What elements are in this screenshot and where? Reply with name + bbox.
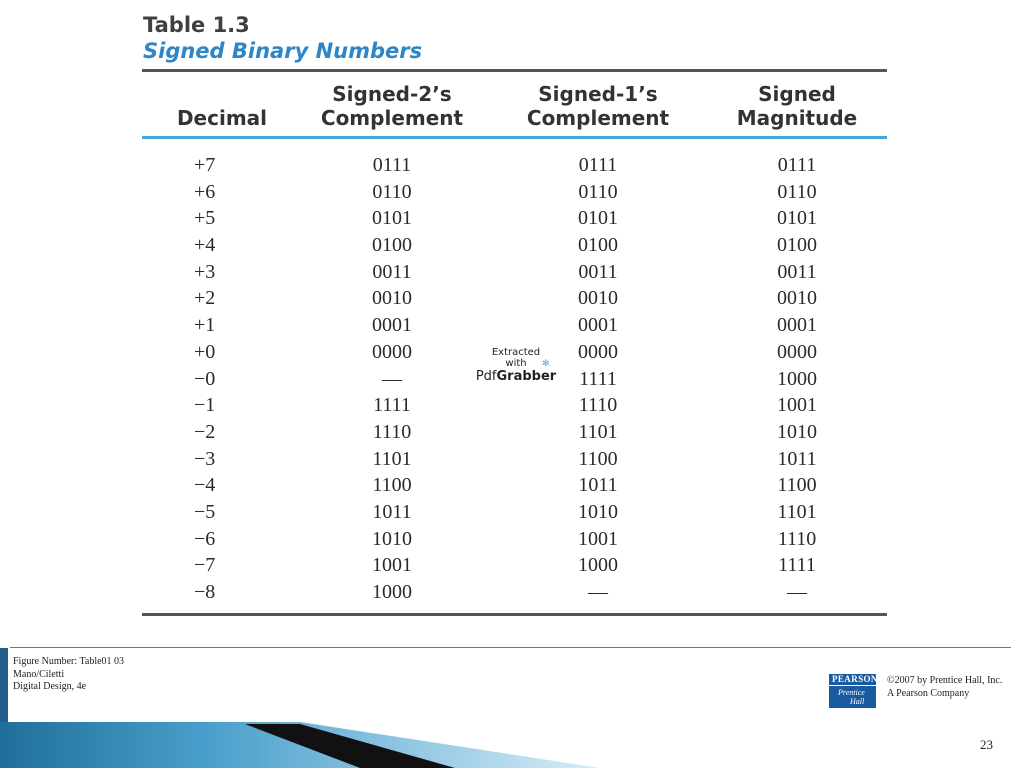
table-cell: — [588, 581, 608, 603]
logo-top-text: PEARSON [829, 674, 876, 686]
table-cell: +7 [194, 154, 216, 176]
table-row [142, 526, 887, 553]
table-cell: 1110 [372, 420, 412, 443]
table-row [142, 285, 887, 312]
table-cell: 0100 [777, 234, 817, 257]
table-cell: −7 [194, 554, 216, 577]
table-cell: 1111 [778, 554, 816, 577]
table-cell: 0101 [372, 207, 412, 230]
table-cell: −0 [194, 367, 216, 390]
table-cell: 0111 [578, 154, 618, 176]
copyright-line: ©2007 by Prentice Hall, Inc. [887, 675, 1003, 686]
column-header-label: Magnitude [736, 106, 858, 130]
column-header-signed-2s-complement [307, 82, 477, 130]
table-row [142, 552, 887, 579]
table-row [142, 152, 887, 179]
table-cell: 1000 [777, 367, 817, 390]
table-cell: 1111 [579, 367, 617, 390]
column-header-label: Decimal [176, 106, 268, 130]
table-bottom-rule [142, 613, 887, 616]
table-cell: 0010 [777, 287, 817, 310]
table-cell: 1111 [373, 394, 411, 417]
table-cell: 1110 [578, 394, 618, 417]
table-cell: 0000 [372, 340, 412, 363]
table-cell: — [787, 581, 807, 603]
figure-authors: Mano/Ciletti [13, 668, 65, 680]
table-cell: 1001 [777, 394, 817, 417]
table-cell: 1100 [578, 447, 618, 470]
table-cell: 1100 [372, 474, 412, 497]
table-header-rule [142, 136, 887, 139]
column-header-decimal [157, 106, 287, 130]
table-cell: +6 [194, 180, 216, 203]
table-number: Table 1.3 [143, 13, 250, 37]
watermark-line: Extracted [491, 347, 541, 358]
table-cell: 0110 [372, 180, 412, 203]
table-cell: +1 [194, 314, 216, 337]
watermark-brand-light: Pdf [475, 369, 497, 384]
watermark-line: with [505, 358, 527, 369]
table-row [142, 446, 887, 473]
table-cell: 0011 [372, 260, 412, 283]
table-cell: 1010 [372, 527, 412, 550]
logo-prentice: Prentice [838, 688, 865, 697]
table-row [142, 579, 887, 606]
table-cell: 0011 [578, 260, 618, 283]
table-row [142, 205, 887, 232]
table-row [142, 259, 887, 286]
table-cell: 0000 [578, 340, 618, 363]
logo-hall: Hall [850, 697, 865, 706]
column-header-label: Complement [320, 106, 464, 130]
table-cell: 1000 [578, 554, 618, 577]
table-cell: 0001 [578, 314, 618, 337]
column-header-signed-1s-complement [513, 82, 683, 130]
watermark-brand [470, 369, 562, 385]
table-cell: 1101 [372, 447, 412, 470]
table-cell: 0110 [578, 180, 618, 203]
table-cell: 1011 [372, 500, 412, 523]
table-cell: 1011 [777, 447, 817, 470]
table-cell: +0 [194, 340, 216, 363]
table-header [142, 82, 887, 132]
table-cell: 0101 [578, 207, 618, 230]
table-cell: 0001 [777, 314, 817, 337]
column-header-label: Signed-1’s [538, 82, 658, 106]
table-cell: 1101 [578, 420, 618, 443]
figure-number: Figure Number: Table01 03 [13, 656, 125, 667]
pdfgrabber-watermark [470, 347, 562, 385]
table-cell: 0100 [372, 234, 412, 257]
table-row [142, 472, 887, 499]
table-cell: 1011 [578, 474, 618, 497]
table-caption [143, 12, 422, 64]
table-cell: −1 [194, 394, 216, 417]
table-cell: 1100 [777, 474, 817, 497]
table-row [142, 499, 887, 526]
table-top-rule [142, 69, 887, 72]
table-cell: 0110 [777, 180, 817, 203]
table-cell: 1010 [578, 500, 618, 523]
table-cell: 0111 [777, 154, 817, 176]
table-cell: −4 [194, 474, 216, 497]
figure-info [13, 656, 124, 694]
table-row [142, 392, 887, 419]
table-cell: 0001 [372, 314, 412, 337]
table-cell: 1001 [372, 554, 412, 577]
table-cell: — [382, 367, 402, 390]
table-cell: 1110 [777, 527, 817, 550]
table-row [142, 232, 887, 259]
table-title: Signed Binary Numbers [143, 39, 423, 63]
logo-bottom-text [829, 686, 876, 706]
table-cell: −3 [194, 447, 216, 470]
table-cell: 1010 [777, 420, 817, 443]
table-cell: 1000 [372, 581, 412, 603]
column-header-label: Signed [758, 82, 836, 106]
column-header-label: Signed-2’s [332, 82, 452, 106]
slide-accent-bar [0, 648, 8, 723]
table-cell: 1101 [777, 500, 817, 523]
copyright-notice [887, 675, 1002, 700]
column-header-label: Complement [526, 106, 670, 130]
table-cell: 0010 [372, 287, 412, 310]
table-cell: 0010 [578, 287, 618, 310]
copyright-company: A Pearson Company [887, 687, 970, 699]
footer-divider [10, 647, 1011, 648]
column-header-signed-magnitude [712, 82, 882, 130]
table-cell: +5 [194, 207, 216, 230]
table-cell: 0100 [578, 234, 618, 257]
table-cell: +4 [194, 234, 216, 257]
table-cell: 0111 [372, 154, 412, 176]
table-cell: +2 [194, 287, 216, 310]
table-cell: −5 [194, 500, 216, 523]
table-cell: −6 [194, 527, 216, 550]
table-cell: 0011 [777, 260, 817, 283]
table-row [142, 419, 887, 446]
table-row [142, 179, 887, 206]
page-number: 23 [980, 737, 993, 752]
table-row [142, 312, 887, 339]
watermark-brand-bold: Grabber [496, 369, 557, 384]
figure-book: Digital Design, 4e [13, 681, 87, 692]
slide-footer-band [0, 722, 1023, 768]
table-cell: −8 [194, 581, 216, 603]
pearson-logo [829, 674, 876, 708]
snowflake-icon: ✻ [542, 359, 550, 369]
table-cell: −2 [194, 420, 216, 443]
table-cell: +3 [194, 260, 216, 283]
table-cell: 0101 [777, 207, 817, 230]
table-cell: 1001 [578, 527, 618, 550]
table-cell: 0000 [777, 340, 817, 363]
